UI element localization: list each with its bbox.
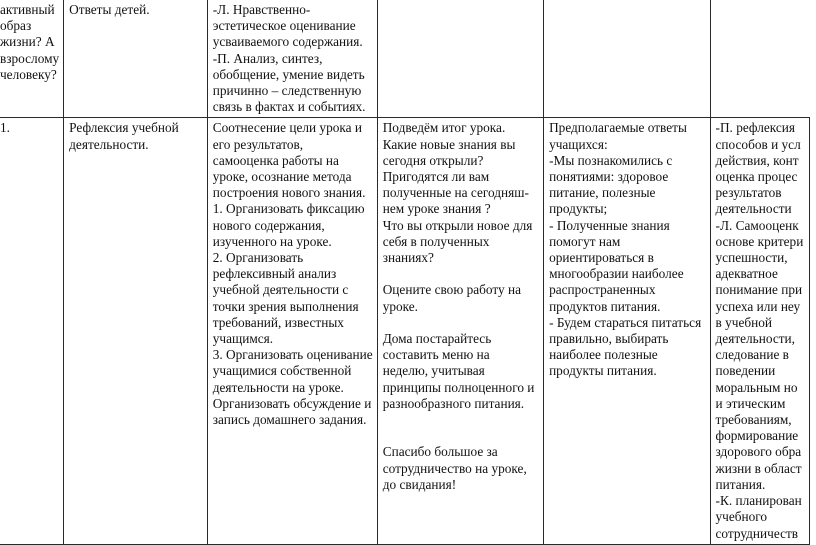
text-line: деятельности на уроке. — [212, 379, 344, 395]
text-line: Спасибо большое за — [382, 444, 498, 460]
text-line: - Полученные знания — [549, 217, 670, 233]
text-line: жизни в област — [715, 460, 802, 476]
student-answers-cell — [64, 0, 208, 118]
text-line: -Л. Нравственно- — [212, 2, 311, 17]
text-line: формирование — [715, 428, 799, 444]
text-line: Дома постарайтесь — [382, 331, 492, 347]
text-line: сотрудничеств — [715, 525, 799, 541]
text-line: питание, полезные — [549, 185, 656, 201]
text-line: требованиям, — [715, 412, 792, 428]
blank-line — [383, 412, 539, 428]
blank-line — [383, 315, 539, 331]
text-line: нем уроке знания ? — [382, 201, 491, 217]
text-line: правильно, выбирать — [549, 331, 669, 347]
text-line: разнообразного питания. — [382, 395, 525, 411]
text-line: учащихся: — [549, 136, 608, 152]
text-line: помогут нам — [549, 233, 621, 249]
text-line: запись домашнего задания. — [212, 412, 367, 428]
text-line: успеха или неу — [715, 298, 801, 314]
empty-cell — [377, 0, 543, 118]
text-line: требований, известных — [212, 314, 344, 330]
text-line: здорового обра — [715, 444, 802, 460]
text-line: -Мы познакомились с — [549, 152, 673, 168]
text-line: взрослому — [0, 50, 60, 66]
text-line: нового содержания, — [212, 217, 325, 233]
text-line: сотрудничество на уроке, — [382, 460, 527, 476]
teacher-activity-cell — [377, 118, 543, 544]
blank-line — [383, 428, 539, 444]
learning-outcomes-cell — [710, 118, 809, 544]
text-line: обобщение, умение видеть — [212, 66, 365, 82]
text-line: наиболее полезные — [549, 347, 658, 363]
text-line: уроке, осознание метода — [212, 169, 352, 185]
text-line: самооценка работы на — [212, 152, 339, 168]
text-line: и этическим — [715, 395, 786, 411]
text-line: -Л. Самооценк — [715, 217, 799, 233]
text-line: Подведём итог урока. — [382, 120, 506, 136]
text-line: знаниях? — [382, 250, 434, 266]
stage-title-cell — [64, 118, 208, 544]
text-line: 3. Организовать оценивание — [212, 347, 373, 363]
text-line: деятельности — [715, 201, 792, 217]
text-line: -К. планирован — [715, 493, 802, 509]
text-line: Предполагаемые ответы — [549, 120, 687, 136]
text-line: полученные на сегодняш- — [382, 185, 529, 201]
text-line: -П. рефлексия — [715, 120, 796, 136]
text-line: способов и усл — [715, 136, 801, 152]
text-line: его результатов, — [212, 136, 304, 152]
empty-cell — [710, 0, 809, 118]
text-line: Соотнесение цели урока и — [212, 120, 362, 136]
text-line: точки зрения выполнения — [212, 298, 359, 314]
text-line: 2. Организовать — [212, 250, 304, 266]
text-line: распространенных — [549, 282, 656, 298]
text-line: себя в полученных — [382, 233, 490, 249]
text-line: адекватное — [715, 266, 778, 282]
text-line: Организовать обсуждение и — [212, 395, 372, 411]
text-line: оценка процес — [715, 169, 798, 185]
text-line: основе критери — [715, 233, 804, 249]
text-line: деятельности, — [715, 331, 795, 347]
text-line: в учебной — [715, 314, 773, 330]
text-line: результатов — [715, 185, 782, 201]
text-line: Что вы открыли новое для — [382, 217, 533, 233]
stage-number-cell — [0, 118, 64, 544]
text-line: до свидания! — [382, 476, 457, 492]
text-line: изученного на уроке. — [212, 233, 332, 249]
text-line: учащимися собственной — [212, 363, 352, 379]
text-line: эстетическое оценивание — [212, 18, 356, 34]
text-line: человеку? — [0, 66, 57, 82]
stage-question-cell — [0, 0, 64, 118]
text-line: активный — [0, 2, 55, 17]
text-line: Рефлексия учебной — [69, 120, 179, 136]
learning-actions-cell — [207, 0, 377, 118]
text-line: 1. — [0, 120, 10, 136]
text-line: причинно – следственную — [212, 83, 362, 99]
text-line: -П. Анализ, синтез, — [212, 50, 323, 66]
stage-goals-cell — [207, 118, 377, 544]
text-line: понятиями: здоровое — [549, 169, 669, 185]
text-line: Оцените свою работу на — [382, 282, 522, 298]
text-line: понимание при — [715, 282, 803, 298]
text-line: сегодня открыли? — [382, 152, 484, 168]
text-line: - Будем стараться питаться — [549, 314, 702, 330]
text-line: Ответы детей. — [69, 2, 150, 17]
text-line: составить меню на — [382, 347, 490, 363]
text-line: учебной деятельности с — [212, 282, 349, 298]
text-line: рефлексивный анализ — [212, 266, 337, 282]
text-line: учебного — [715, 509, 768, 525]
text-line: продуктов питания. — [549, 298, 661, 314]
text-line: действия, конт — [715, 152, 799, 168]
text-line: ориентироваться в — [549, 250, 654, 266]
text-line: деятельности. — [69, 136, 149, 152]
text-line: связь в фактах и событиях. — [212, 99, 366, 115]
text-line: продукты питания. — [549, 363, 657, 379]
text-line: успешности, — [715, 250, 788, 266]
empty-cell — [544, 0, 710, 118]
text-line: Пригодятся ли вам — [382, 169, 490, 185]
text-line: многообразии наиболее — [549, 266, 684, 282]
text-line: образ — [0, 18, 32, 34]
blank-line — [383, 266, 539, 282]
student-activity-cell — [544, 118, 710, 544]
text-line: 1. Организовать фиксацию — [212, 201, 365, 217]
text-line: следование в — [715, 347, 789, 363]
text-line: учащимся. — [212, 331, 274, 347]
text-line: построения нового знания. — [212, 185, 366, 201]
text-line: жизни? А — [0, 34, 55, 50]
table-row — [0, 118, 810, 544]
text-line: Какие новые знания вы — [382, 136, 516, 152]
text-line: уроке. — [382, 298, 419, 314]
text-line: поведении — [715, 363, 776, 379]
text-line: усваиваемого содержания. — [212, 34, 363, 50]
text-line: моральным но — [715, 379, 798, 395]
text-line: неделю, учитывая — [382, 363, 485, 379]
table-row — [0, 0, 810, 118]
text-line: продукты; — [549, 201, 608, 217]
text-line: принципы полноценного и — [382, 379, 535, 395]
text-line: питания. — [715, 476, 766, 492]
